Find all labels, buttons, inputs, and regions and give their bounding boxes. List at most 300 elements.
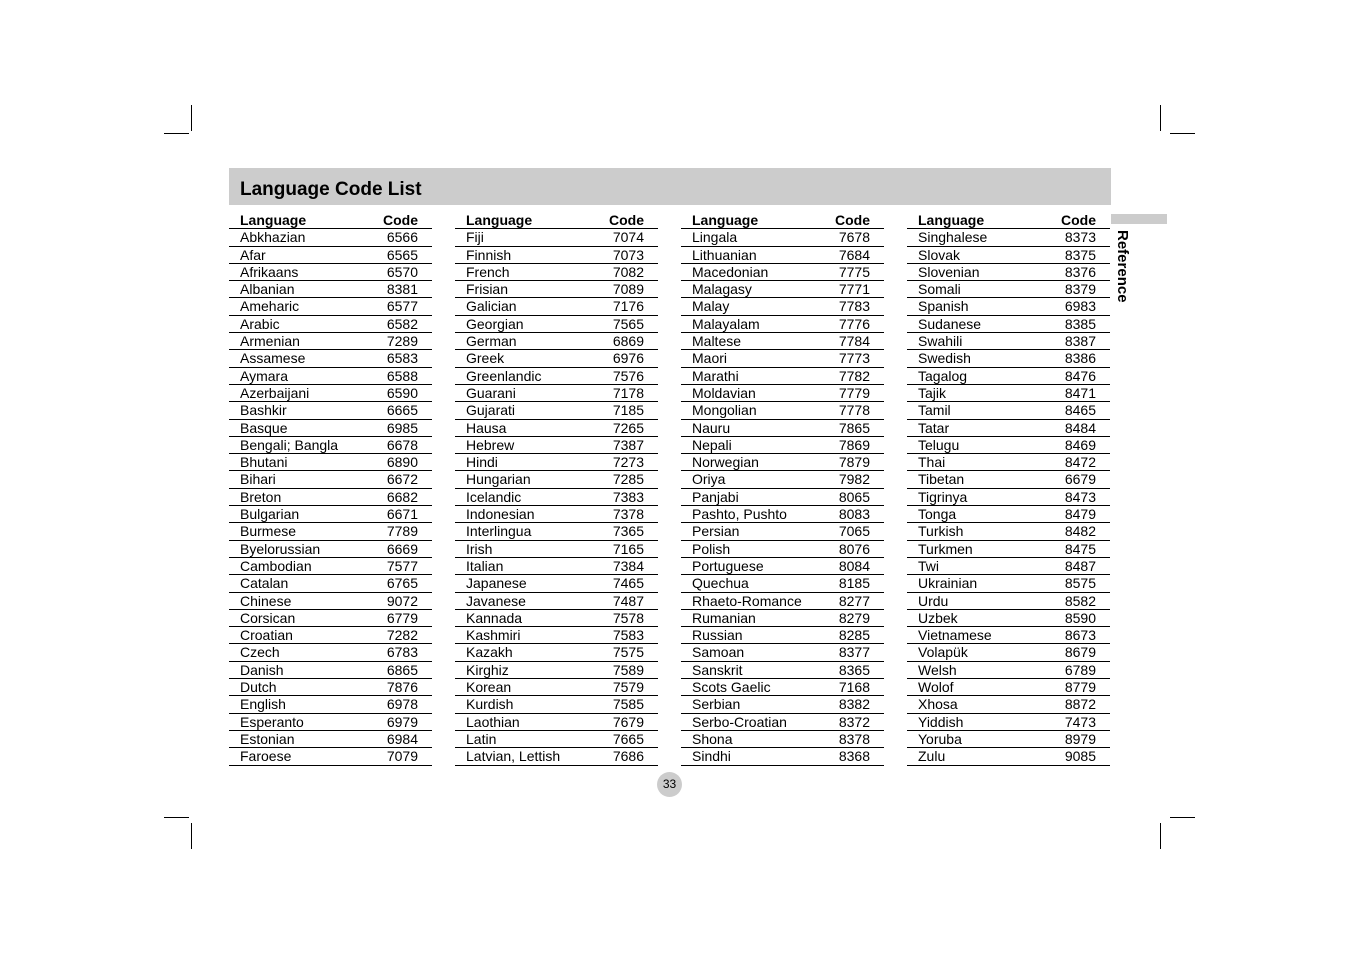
- language-code: 6582: [386, 315, 418, 332]
- table-row: [455, 454, 658, 471]
- language-name: Malagasy: [692, 281, 752, 298]
- language-name: Arabic: [240, 315, 280, 332]
- language-name: Tagalog: [918, 367, 968, 384]
- table-row: [681, 350, 884, 367]
- language-code: 7289: [386, 333, 418, 350]
- language-name: Frisian: [466, 281, 509, 298]
- language-code: 6890: [386, 454, 418, 471]
- language-name: Albanian: [240, 281, 295, 298]
- language-name: German: [466, 333, 517, 350]
- table-row: [907, 229, 1110, 246]
- table-row: [681, 748, 884, 765]
- table-row: [907, 264, 1110, 281]
- table-row: [455, 679, 658, 696]
- page-number: 33: [657, 772, 682, 797]
- table-row: [681, 644, 884, 661]
- table-row: [681, 489, 884, 506]
- language-name: Pashto, Pushto: [692, 506, 787, 523]
- language-name: Greenlandic: [466, 367, 542, 384]
- table-row: [681, 368, 884, 385]
- language-name: Volapük: [918, 644, 968, 661]
- language-name: Azerbaijani: [240, 384, 310, 401]
- language-code: 7686: [612, 748, 644, 765]
- language-name: Italian: [466, 557, 504, 574]
- table-row: [229, 420, 432, 437]
- table-row: [907, 454, 1110, 471]
- language-code: 7778: [838, 402, 870, 419]
- table-row: [455, 558, 658, 575]
- language-name: Swedish: [918, 350, 971, 367]
- language-code: 6985: [386, 419, 418, 436]
- section-tab: [1111, 214, 1167, 224]
- language-name: Fiji: [466, 229, 484, 246]
- language-name: Macedonian: [692, 263, 769, 280]
- table-row: [907, 679, 1110, 696]
- language-code: 6565: [386, 246, 418, 263]
- language-name: Russian: [692, 627, 743, 644]
- language-code: 9085: [1064, 748, 1096, 765]
- language-code: 6590: [386, 384, 418, 401]
- language-code: 7465: [612, 575, 644, 592]
- table-row: [907, 385, 1110, 402]
- table-row: [907, 281, 1110, 298]
- language-name: Yiddish: [918, 713, 964, 730]
- table-row: [455, 264, 658, 281]
- table-row: [907, 541, 1110, 558]
- language-code: 6672: [386, 471, 418, 488]
- table-row: [455, 368, 658, 385]
- language-name: Georgian: [466, 315, 524, 332]
- table-row: [907, 714, 1110, 731]
- table-row: [681, 627, 884, 644]
- language-name: Esperanto: [240, 713, 304, 730]
- language-name: Bashkir: [240, 402, 287, 419]
- language-name: Welsh: [918, 661, 957, 678]
- table-row: [229, 523, 432, 540]
- language-name: Breton: [240, 488, 282, 505]
- language-code: 7779: [838, 384, 870, 401]
- table-row: [229, 281, 432, 298]
- table-row: [455, 471, 658, 488]
- language-name: Hungarian: [466, 471, 531, 488]
- language-name: Norwegian: [692, 454, 759, 471]
- language-code: 7273: [612, 454, 644, 471]
- language-name: Hebrew: [466, 436, 515, 453]
- table-row: [907, 402, 1110, 419]
- table-row: [229, 368, 432, 385]
- language-code: 8487: [1064, 557, 1096, 574]
- table-row: [907, 662, 1110, 679]
- language-code: 7869: [838, 436, 870, 453]
- table-row: [455, 229, 658, 246]
- language-name: Finnish: [466, 246, 512, 263]
- crop-mark: [1170, 133, 1195, 134]
- language-name: Rhaeto-Romance: [692, 592, 802, 609]
- table-row: [681, 714, 884, 731]
- title-bar: [229, 168, 1111, 205]
- table-row: [229, 696, 432, 713]
- table-header: [681, 212, 884, 229]
- language-name: Faroese: [240, 748, 292, 765]
- language-code: 7487: [612, 592, 644, 609]
- table-row: [455, 627, 658, 644]
- header-language: Language: [918, 212, 985, 228]
- language-code: 7579: [612, 679, 644, 696]
- language-code: 8084: [838, 557, 870, 574]
- language-name: Basque: [240, 419, 288, 436]
- table-header: [229, 212, 432, 229]
- language-name: Somali: [918, 281, 961, 298]
- language-code: 8381: [386, 281, 418, 298]
- language-code: 8376: [1064, 263, 1096, 280]
- table-row: [907, 558, 1110, 575]
- language-code: 8673: [1064, 627, 1096, 644]
- crop-mark: [191, 823, 192, 849]
- language-code: 7178: [612, 384, 644, 401]
- language-name: Lithuanian: [692, 246, 757, 263]
- language-name: Quechua: [692, 575, 749, 592]
- language-name: Ukrainian: [918, 575, 978, 592]
- table-row: [229, 229, 432, 246]
- table-row: [229, 402, 432, 419]
- table-row: [455, 610, 658, 627]
- table-row: [229, 506, 432, 523]
- language-code: 8387: [1064, 333, 1096, 350]
- language-name: Icelandic: [466, 488, 522, 505]
- language-name: Oriya: [692, 471, 726, 488]
- language-code: 8279: [838, 609, 870, 626]
- language-code: 8679: [1064, 644, 1096, 661]
- table-row: [455, 523, 658, 540]
- table-row: [681, 229, 884, 246]
- language-name: Aymara: [240, 367, 288, 384]
- header-language: Language: [240, 212, 307, 228]
- table-row: [681, 662, 884, 679]
- language-code: 7865: [838, 419, 870, 436]
- language-code: 8386: [1064, 350, 1096, 367]
- language-name: Byelorussian: [240, 540, 321, 557]
- language-code: 8471: [1064, 384, 1096, 401]
- language-code: 7578: [612, 609, 644, 626]
- table-row: [455, 644, 658, 661]
- language-code: 6678: [386, 436, 418, 453]
- table-header: [455, 212, 658, 229]
- language-code: 8469: [1064, 436, 1096, 453]
- language-code: 7583: [612, 627, 644, 644]
- language-name: Czech: [240, 644, 280, 661]
- language-column-1: [229, 212, 432, 766]
- language-name: Urdu: [918, 592, 949, 609]
- table-row: [229, 593, 432, 610]
- header-language: Language: [466, 212, 533, 228]
- language-name: French: [466, 263, 510, 280]
- table-row: [907, 696, 1110, 713]
- table-row: [907, 471, 1110, 488]
- table-row: [681, 402, 884, 419]
- crop-mark: [164, 817, 189, 818]
- language-code: 8365: [838, 661, 870, 678]
- table-row: [907, 420, 1110, 437]
- language-code: 7876: [386, 679, 418, 696]
- table-row: [455, 748, 658, 765]
- language-name: Tigrinya: [918, 488, 968, 505]
- language-code: 6765: [386, 575, 418, 592]
- language-name: Hausa: [466, 419, 507, 436]
- table-row: [229, 489, 432, 506]
- table-row: [681, 385, 884, 402]
- language-name: Kashmiri: [466, 627, 521, 644]
- language-code: 8372: [838, 713, 870, 730]
- table-row: [455, 298, 658, 315]
- language-code: 7285: [612, 471, 644, 488]
- page-title: Language Code List: [240, 179, 422, 200]
- language-name: Tamil: [918, 402, 951, 419]
- table-row: [681, 316, 884, 333]
- language-code: 9072: [386, 592, 418, 609]
- language-name: Scots Gaelic: [692, 679, 771, 696]
- language-code: 7365: [612, 523, 644, 540]
- language-name: Danish: [240, 661, 284, 678]
- table-row: [907, 731, 1110, 748]
- language-name: Marathi: [692, 367, 739, 384]
- language-name: Persian: [692, 523, 740, 540]
- table-row: [229, 558, 432, 575]
- language-code: 8582: [1064, 592, 1096, 609]
- language-name: Estonian: [240, 730, 295, 747]
- table-row: [455, 247, 658, 264]
- language-name: Malay: [692, 298, 730, 315]
- table-row: [229, 679, 432, 696]
- table-row: [455, 333, 658, 350]
- table-row: [907, 247, 1110, 264]
- language-code: 8379: [1064, 281, 1096, 298]
- language-code: 7585: [612, 696, 644, 713]
- table-row: [455, 316, 658, 333]
- language-name: Twi: [918, 557, 939, 574]
- language-name: Spanish: [918, 298, 969, 315]
- language-code: 6783: [386, 644, 418, 661]
- header-code: Code: [609, 212, 644, 228]
- language-code: 6671: [386, 506, 418, 523]
- table-row: [681, 247, 884, 264]
- language-name: Irish: [466, 540, 493, 557]
- table-row: [229, 714, 432, 731]
- language-name: Singhalese: [918, 229, 988, 246]
- table-row: [455, 506, 658, 523]
- language-name: Sudanese: [918, 315, 982, 332]
- language-name: Telugu: [918, 436, 960, 453]
- language-name: Burmese: [240, 523, 297, 540]
- language-code: 7773: [838, 350, 870, 367]
- table-row: [229, 298, 432, 315]
- table-row: [455, 437, 658, 454]
- header-code: Code: [835, 212, 870, 228]
- header-code: Code: [383, 212, 418, 228]
- language-code: 6789: [1064, 661, 1096, 678]
- language-code: 7576: [612, 367, 644, 384]
- language-code: 6869: [612, 333, 644, 350]
- language-name: Catalan: [240, 575, 289, 592]
- crop-mark: [1160, 105, 1161, 131]
- language-code: 8575: [1064, 575, 1096, 592]
- language-name: Corsican: [240, 609, 296, 626]
- table-row: [681, 333, 884, 350]
- table-row: [907, 489, 1110, 506]
- language-code: 7577: [386, 557, 418, 574]
- language-name: Mongolian: [692, 402, 757, 419]
- language-name: Interlingua: [466, 523, 532, 540]
- language-name: Xhosa: [918, 696, 958, 713]
- table-row: [455, 662, 658, 679]
- language-code: 6983: [1064, 298, 1096, 315]
- language-code: 7679: [612, 713, 644, 730]
- table-row: [907, 644, 1110, 661]
- header-code: Code: [1061, 212, 1096, 228]
- table-row: [229, 264, 432, 281]
- table-row: [229, 437, 432, 454]
- language-code: 8065: [838, 488, 870, 505]
- language-code: 8476: [1064, 367, 1096, 384]
- language-code: 6588: [386, 367, 418, 384]
- table-row: [229, 731, 432, 748]
- language-column-4: [907, 212, 1110, 766]
- language-code: 8482: [1064, 523, 1096, 540]
- language-name: Rumanian: [692, 609, 756, 626]
- language-code: 7378: [612, 506, 644, 523]
- language-code: 8979: [1064, 730, 1096, 747]
- language-code: 6566: [386, 229, 418, 246]
- language-name: Sindhi: [692, 748, 731, 765]
- table-row: [681, 575, 884, 592]
- table-row: [907, 748, 1110, 765]
- table-row: [907, 437, 1110, 454]
- language-code: 7879: [838, 454, 870, 471]
- language-code: 8385: [1064, 315, 1096, 332]
- table-row: [681, 558, 884, 575]
- table-row: [681, 610, 884, 627]
- language-code: 7589: [612, 661, 644, 678]
- language-name: Tatar: [918, 419, 950, 436]
- language-code: 7678: [838, 229, 870, 246]
- language-name: Vietnamese: [918, 627, 992, 644]
- table-row: [229, 333, 432, 350]
- table-row: [681, 731, 884, 748]
- language-code: 8378: [838, 730, 870, 747]
- language-name: Cambodian: [240, 557, 312, 574]
- table-row: [455, 593, 658, 610]
- language-name: Sanskrit: [692, 661, 743, 678]
- language-name: Gujarati: [466, 402, 516, 419]
- language-name: Thai: [918, 454, 946, 471]
- language-name: Laothian: [466, 713, 520, 730]
- language-code: 7575: [612, 644, 644, 661]
- table-row: [455, 731, 658, 748]
- language-name: Nepali: [692, 436, 732, 453]
- table-row: [229, 627, 432, 644]
- table-row: [907, 593, 1110, 610]
- section-label: Reference: [1114, 230, 1131, 303]
- table-row: [455, 541, 658, 558]
- table-header: [907, 212, 1110, 229]
- language-code: 7684: [838, 246, 870, 263]
- language-name: Tibetan: [918, 471, 965, 488]
- language-name: Croatian: [240, 627, 293, 644]
- language-code: 7565: [612, 315, 644, 332]
- language-name: Slovak: [918, 246, 961, 263]
- table-row: [907, 523, 1110, 540]
- language-name: Swahili: [918, 333, 963, 350]
- language-name: Shona: [692, 730, 733, 747]
- language-code: 8484: [1064, 419, 1096, 436]
- language-name: Assamese: [240, 350, 306, 367]
- language-name: Bihari: [240, 471, 276, 488]
- language-name: Latin: [466, 730, 497, 747]
- language-code: 7383: [612, 488, 644, 505]
- language-name: Malayalam: [692, 315, 760, 332]
- language-code: 6978: [386, 696, 418, 713]
- table-row: [681, 281, 884, 298]
- table-row: [681, 298, 884, 315]
- language-code: 6984: [386, 730, 418, 747]
- table-row: [229, 316, 432, 333]
- language-code: 7089: [612, 281, 644, 298]
- table-row: [907, 610, 1110, 627]
- language-name: Japanese: [466, 575, 527, 592]
- table-row: [229, 385, 432, 402]
- language-code: 7782: [838, 367, 870, 384]
- language-name: Afrikaans: [240, 263, 299, 280]
- language-code: 7082: [612, 263, 644, 280]
- language-name: Panjabi: [692, 488, 739, 505]
- language-name: Greek: [466, 350, 505, 367]
- language-code: 6976: [612, 350, 644, 367]
- language-name: Nauru: [692, 419, 731, 436]
- language-name: Moldavian: [692, 384, 756, 401]
- language-name: Lingala: [692, 229, 738, 246]
- language-code: 6583: [386, 350, 418, 367]
- language-code: 8779: [1064, 679, 1096, 696]
- language-name: Kirghiz: [466, 661, 509, 678]
- table-row: [681, 679, 884, 696]
- language-code: 6669: [386, 540, 418, 557]
- language-name: Slovenian: [918, 263, 980, 280]
- table-row: [681, 454, 884, 471]
- language-name: Bengali; Bangla: [240, 436, 339, 453]
- table-row: [455, 696, 658, 713]
- language-code: 8377: [838, 644, 870, 661]
- language-code: 8185: [838, 575, 870, 592]
- table-row: [681, 593, 884, 610]
- table-row: [907, 575, 1110, 592]
- table-row: [229, 541, 432, 558]
- language-name: English: [240, 696, 286, 713]
- table-row: [907, 333, 1110, 350]
- table-row: [907, 298, 1110, 315]
- language-code: 7079: [386, 748, 418, 765]
- language-code: 7783: [838, 298, 870, 315]
- crop-mark: [164, 133, 189, 134]
- language-code: 7473: [1064, 713, 1096, 730]
- language-code: 7982: [838, 471, 870, 488]
- language-code: 8285: [838, 627, 870, 644]
- table-row: [681, 471, 884, 488]
- language-name: Afar: [240, 246, 266, 263]
- crop-mark: [1170, 817, 1195, 818]
- language-code: 8375: [1064, 246, 1096, 263]
- table-row: [455, 281, 658, 298]
- table-row: [229, 471, 432, 488]
- table-row: [229, 610, 432, 627]
